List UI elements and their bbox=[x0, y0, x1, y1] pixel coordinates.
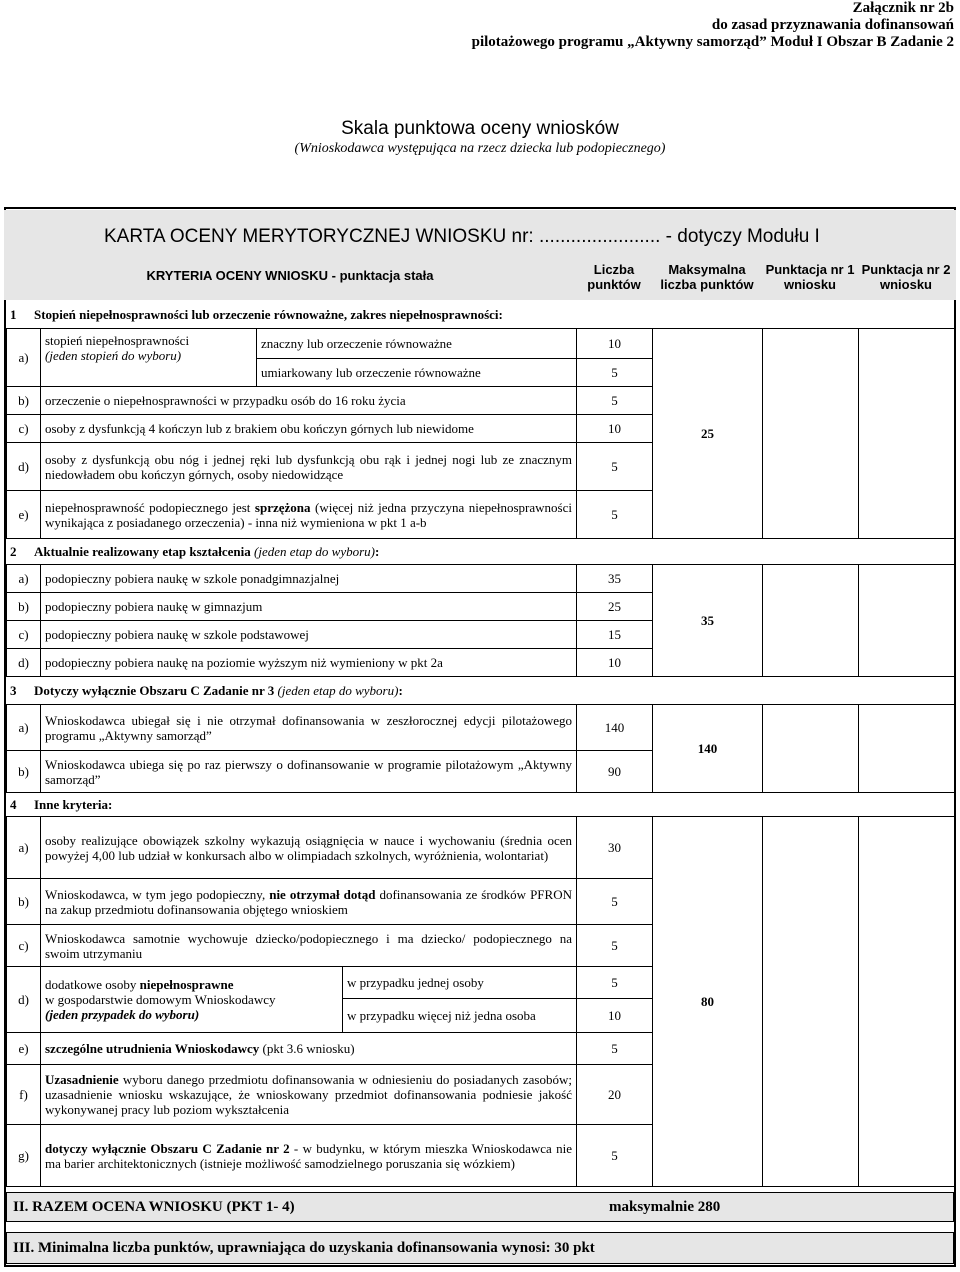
document-title bbox=[0, 118, 960, 158]
col-p2-label: Punktacja nr 2 wniosku bbox=[861, 262, 951, 292]
attachment-header bbox=[472, 0, 954, 51]
s4-c-letter: c) bbox=[6, 924, 41, 967]
header-line-1: Załącznik nr 2b bbox=[852, 0, 954, 16]
s3-a-pts: 140 bbox=[576, 704, 653, 751]
s1-d-text: osoby z dysfunkcją obu nóg i jednej ręki lub dysfunkcją obu rąk i jednej nogi lub ze znacznym niedowładem obu kończyn górnych, osoby niedowidzące bbox=[40, 442, 577, 491]
s1-e-pts: 5 bbox=[576, 490, 653, 539]
s1-c-letter: c) bbox=[6, 414, 41, 443]
s4-f-letter: f) bbox=[6, 1064, 41, 1125]
s1-score-2[interactable] bbox=[858, 328, 955, 539]
s4-a-letter: a) bbox=[6, 816, 41, 879]
s2-letter: a) bbox=[6, 564, 41, 593]
s4-e-text: szczególne utrudnienia Wnioskodawcy (pkt 3.6 wniosku) bbox=[40, 1032, 577, 1065]
total-label: II. RAZEM OCENA WNIOSKU (PKT 1- 4) bbox=[13, 1199, 295, 1215]
s4-score-1[interactable] bbox=[762, 816, 859, 1187]
s1-a1-pts: 10 bbox=[576, 328, 653, 359]
s4-d2-pts: 10 bbox=[576, 998, 653, 1033]
s4-f-pts: 20 bbox=[576, 1064, 653, 1125]
s4-title-row: 4 Inne kryteria: bbox=[10, 797, 113, 812]
col-liczba-label: Liczba punktów bbox=[587, 262, 641, 292]
s4-d2-text: w przypadku więcej niż jedna osoba bbox=[342, 998, 577, 1033]
s1-a1-text: znaczny lub orzeczenie równoważne bbox=[256, 328, 577, 359]
s4-b-text: Wnioskodawca, w tym jego podopieczny, nie otrzymał dotąd dofinansowania ze środków PFRON na zakup przedmiotu dofinansowania objętego wnioskiem bbox=[40, 878, 577, 925]
s1-e-text: niepełnosprawność podopiecznego jest sprzężona (więcej niż jedna przyczyna niepełnosprawności wynikająca z posiadanego orzeczenia) - inna niż wymieniona w pkt 1 a-b bbox=[40, 490, 577, 539]
s3-b-letter: b) bbox=[6, 750, 41, 793]
s2-letter: c) bbox=[6, 620, 41, 649]
s1-c-text: osoby z dysfunkcją 4 kończyn lub z brakiem obu kończyn górnych lub niewidome bbox=[40, 414, 577, 443]
s4-a-pts: 30 bbox=[576, 816, 653, 879]
s4-d1-text: w przypadku jednej osoby bbox=[342, 966, 577, 999]
s2-score-2[interactable] bbox=[858, 564, 955, 677]
col-kryteria-label: KRYTERIA OCENY WNIOSKU - punktacja stała bbox=[146, 268, 434, 283]
s1-title-row: 1 Stopień niepełnosprawności lub orzeczenie równoważne, zakres niepełnosprawności: bbox=[10, 307, 503, 322]
s3-b-pts: 90 bbox=[576, 750, 653, 793]
s3-max: 140 bbox=[652, 704, 763, 793]
s3-a-text: Wnioskodawca ubiegał się i nie otrzymał dofinansowania w zeszłorocznej edycji pilotażowego programu „Aktywny samorząd” bbox=[40, 704, 577, 751]
s1-b-letter: b) bbox=[6, 386, 41, 415]
s4-b-pts: 5 bbox=[576, 878, 653, 925]
s1-a2-pts: 5 bbox=[576, 358, 653, 387]
header-line-3: pilotażowego programu „Aktywny samorząd” Moduł I Obszar B Zadanie 2 bbox=[471, 34, 954, 50]
s4-d-letter: d) bbox=[6, 966, 41, 1033]
s2-text: podopieczny pobiera naukę w szkole ponadgimnazjalnej bbox=[40, 564, 577, 593]
s1-a2-text: umiarkowany lub orzeczenie równoważne bbox=[256, 358, 577, 387]
s2-text: podopieczny pobiera naukę w szkole podstawowej bbox=[40, 620, 577, 649]
s2-pts: 10 bbox=[576, 648, 653, 677]
total-row bbox=[6, 1192, 954, 1222]
s4-g-pts: 5 bbox=[576, 1124, 653, 1187]
s1-a-label: stopień niepełnosprawności (jeden stopień do wyboru) bbox=[40, 328, 257, 387]
s2-score-1[interactable] bbox=[762, 564, 859, 677]
s1-score-1[interactable] bbox=[762, 328, 859, 539]
header-line-2: do zasad przyznawania dofinansowań bbox=[711, 17, 954, 33]
s2-letter: d) bbox=[6, 648, 41, 677]
s3-b-text: Wnioskodawca ubiega się po raz pierwszy o dofinansowanie w programie pilotażowym „Aktywny samorząd” bbox=[40, 750, 577, 793]
col-max-label: Maksymalna liczba punktów bbox=[660, 262, 754, 292]
s4-d-label: dodatkowe osoby niepełnosprawne w gospodarstwie domowym Wnioskodawcy (jeden przypadek do wyboru) bbox=[40, 966, 343, 1033]
s1-max: 25 bbox=[652, 328, 763, 539]
s3-score-2[interactable] bbox=[858, 704, 955, 793]
minimum-label: III. Minimalna liczba punktów, uprawniająca do uzyskania dofinansowania wynosi: 30 pkt bbox=[13, 1240, 595, 1256]
s4-e-pts: 5 bbox=[576, 1032, 653, 1065]
s4-b-letter: b) bbox=[6, 878, 41, 925]
s1-c-pts: 10 bbox=[576, 414, 653, 443]
s2-pts: 15 bbox=[576, 620, 653, 649]
s4-a-text: osoby realizujące obowiązek szkolny wykazują osiągnięcia w nauce i wychowaniu (średnia ocen powyżej 4,00 lub udział w konkursach albo w olimpiadach szkolnych, wyróżnienia, wolontariat) bbox=[40, 816, 577, 879]
s3-title-row: 3 Dotyczy wyłącznie Obszaru C Zadanie nr 3 (jeden etap do wyboru) : bbox=[10, 683, 403, 698]
s2-pts: 35 bbox=[576, 564, 653, 593]
col-p1-label: Punktacja nr 1 wniosku bbox=[765, 262, 855, 292]
s4-score-2[interactable] bbox=[858, 816, 955, 1187]
s1-b-text: orzeczenie o niepełnosprawności w przypadku osób do 16 roku życia bbox=[40, 386, 577, 415]
s2-pts: 25 bbox=[576, 592, 653, 621]
karta-title: KARTA OCENY MERYTORYCZNEJ WNIOSKU nr: ....................... - dotyczy Modułu I bbox=[104, 226, 820, 247]
s4-max: 80 bbox=[652, 816, 763, 1187]
title-sub: (Wnioskodawca występująca na rzecz dziecka lub podopiecznego) bbox=[294, 141, 666, 156]
s4-f-text: Uzasadnienie wyboru danego przedmiotu dofinansowania w odniesieniu do posiadanych zasobów; uzasadnienie wniosku wskazujące, że wnioskowany przedmiot dofinansowania podniesie jakość wykonywanej pracy lub poziom wykształcenia bbox=[40, 1064, 577, 1125]
s3-score-1[interactable] bbox=[762, 704, 859, 793]
s4-e-letter: e) bbox=[6, 1032, 41, 1065]
s4-g-text: dotyczy wyłącznie Obszaru C Zadanie nr 2 - w budynku, w którym mieszka Wnioskodawca nie ma barier architektonicznych (istnieje możliwość samodzielnego poruszania się wózkiem) bbox=[40, 1124, 577, 1187]
s2-text: podopieczny pobiera naukę w gimnazjum bbox=[40, 592, 577, 621]
s2-text: podopieczny pobiera naukę na poziomie wyższym niż wymieniony w pkt 2a bbox=[40, 648, 577, 677]
total-max: maksymalnie 280 bbox=[609, 1199, 721, 1215]
s1-a-letter: a) bbox=[6, 328, 41, 387]
title-main: Skala punktowa oceny wniosków bbox=[341, 118, 619, 139]
s1-e-letter: e) bbox=[6, 490, 41, 539]
s1-d-pts: 5 bbox=[576, 442, 653, 491]
s1-d-letter: d) bbox=[6, 442, 41, 491]
minimum-row bbox=[6, 1232, 954, 1264]
s4-d1-pts: 5 bbox=[576, 966, 653, 999]
s1-b-pts: 5 bbox=[576, 386, 653, 415]
s2-title-row: 2 Aktualnie realizowany etap kształcenia (jeden etap do wyboru) : bbox=[10, 544, 380, 559]
s4-g-letter: g) bbox=[6, 1124, 41, 1187]
s2-max: 35 bbox=[652, 564, 763, 677]
s4-c-pts: 5 bbox=[576, 924, 653, 967]
s3-a-letter: a) bbox=[6, 704, 41, 751]
s2-letter: b) bbox=[6, 592, 41, 621]
s4-c-text: Wnioskodawca samotnie wychowuje dziecko/podopiecznego i ma dziecko/ podopiecznego na swoim utrzymaniu bbox=[40, 924, 577, 967]
